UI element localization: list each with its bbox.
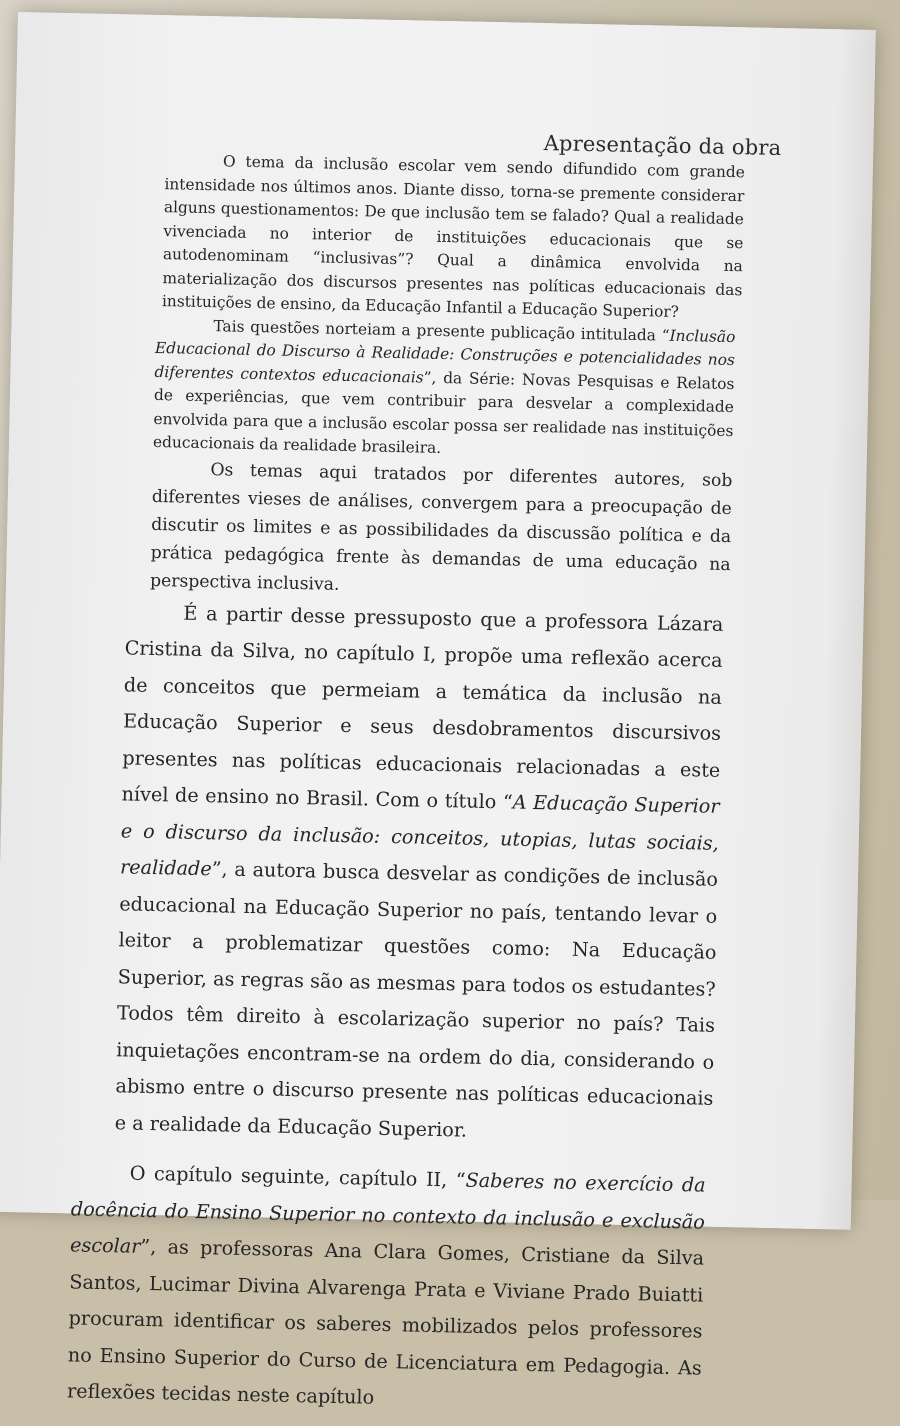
paragraph-5-text-a: O capítulo seguinte, capítulo II, “ <box>129 1161 466 1192</box>
paragraph-3 <box>150 454 733 606</box>
paragraph-2-book-title: Inclusão Educacional do Discurso à Realidade: Construções e potencialidades nos diferentes contextos educacionais <box>154 326 736 387</box>
paragraph-2 <box>153 313 736 466</box>
paragraph-1 <box>162 149 745 326</box>
paragraph-1-text: O tema da inclusão escolar vem sendo difundido com grande intensidade nos últimos anos. Diante disso, torna-se premente considerar alguns questionamentos: De que inclusão tem se falado? Qual a realidade vivenciada no interior de instituições educacionais que se autodenominam “inclusivas”? Qual a dinâmica envolvida na materialização dos discursos presentes nas políticas educacionais das instituições de ensino, da Educação Infantil a Educação Superior? <box>161 152 745 321</box>
book-page <box>0 12 876 1409</box>
paragraph-2-text-a: Tais questões norteiam a presente publicação intitulada “ <box>213 316 670 345</box>
body-text <box>66 149 745 1423</box>
paragraph-5 <box>67 1154 706 1423</box>
running-title: Apresentação da obra <box>543 131 782 161</box>
paragraph-4-text-a: É a partir desse pressuposto que a professora Lázara Cristina da Silva, no capítulo I, propõe uma reflexão acerca de conceitos que permeiam a temática da inclusão na Educação Superior e seus desdobramentos discursivos presentes nas políticas educacionais relacionadas a este nível de ensino no Brasil. Com o título “ <box>121 601 724 814</box>
paragraph-3-text: Os temas aqui tratados por diferentes autores, sob diferentes vieses de análises, convergem para a preocupação de discutir os limites e as possibilidades da discussão política e da prática pedagógica frente às demandas de uma educação na perspectiva inclusiva. <box>149 459 733 595</box>
paragraph-5-text-b: ”, as professoras Ana Clara Gomes, Cristiane da Silva Santos, Lucimar Divina Alvarenga Prata e Viviane Prado Buiatti procuram identificar os saberes mobilizados pelos professores no Ensino Superior do Curso de Licenciatura em Pedagogia. As reflexões tecidas neste capítulo <box>66 1234 705 1409</box>
paragraph-5-chapter-title: Saberes no exercício da docência do Ensino Superior no contexto da inclusão e exclusão escolar <box>69 1168 706 1258</box>
paragraph-4-chapter-title: A Educação Superior e o discurso da inclusão: conceitos, utopias, lutas sociais, realidade <box>119 790 720 881</box>
paragraph-4-text-b: ”, a autora busca desvelar as condições de inclusão educacional na Educação Superior no país, tentando levar o leitor a problematizar questões como: Na Educação Superior, as regras são as mesmas para todos os estudantes? Todos têm direito à escolarização superior no país? Tais inquietações encontram-se na ordem do dia, considerando o abismo entre o discurso presente nas políticas educacionais e a realidade da Educação Superior. <box>114 857 719 1142</box>
paragraph-4 <box>114 594 723 1154</box>
paragraph-2-text-b: ”, da Série: Novas Pesquisas e Relatos de experiências, que vem contribuir para desvelar a complexidade envolvida para que a inclusão escolar possa ser realidade nas instituições educacionais da realidade brasileira. <box>152 368 735 457</box>
